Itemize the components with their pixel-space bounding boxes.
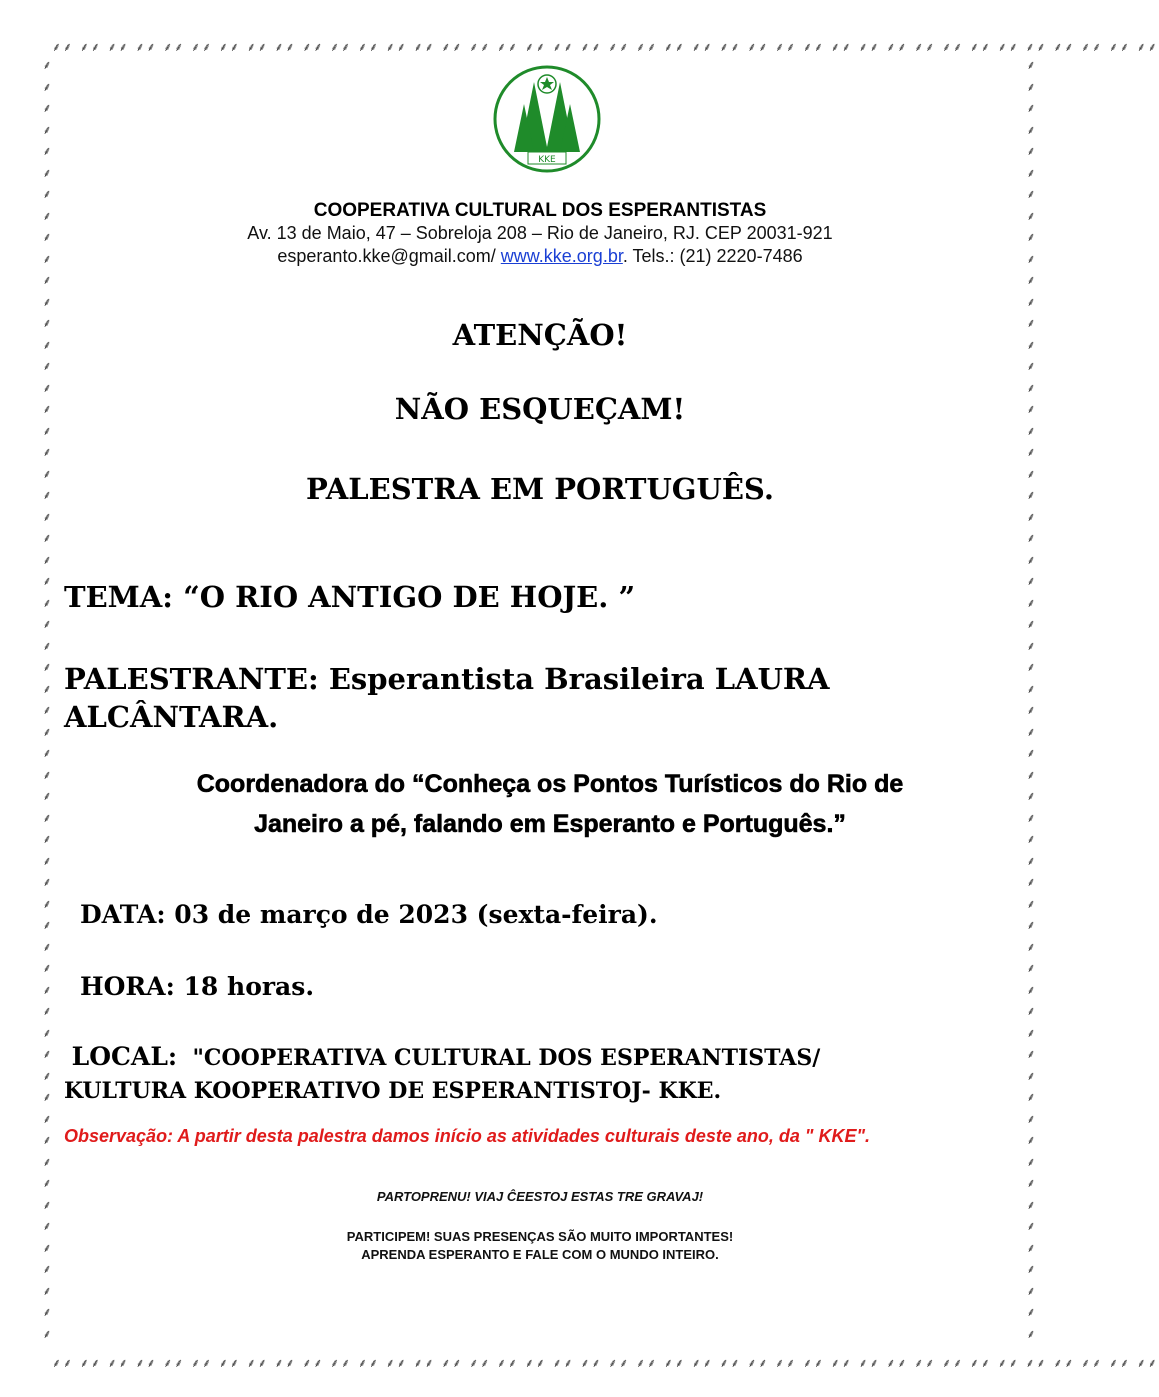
palestrante-label: PALESTRANTE: [64,662,319,696]
local-line1: "COOPERATIVA CULTURAL DOS ESPERANTISTAS/ [192,1045,821,1071]
org-name: COOPERATIVA CULTURAL DOS ESPERANTISTAS [313,200,767,221]
border-ornament: ⸙ [42,509,52,524]
border-ornament: ⸙ [42,961,52,975]
border-ornament: ⸙ [42,466,52,481]
border-ornament: ⸙ [42,337,52,352]
border-ornament: ⸙ [42,316,52,330]
border-ornament: ⸙ [42,1047,52,1061]
border-ornament: ⸙ [1026,746,1036,760]
border-ornament: ⸙ [1026,208,1036,223]
border-ornament: ⸙ [1026,875,1036,889]
border-ornament: ⸙ [42,1197,52,1212]
hora-value: 18 horas. [183,972,315,1001]
coordenadora-line1: Coordenadora do “Conheça os Pontos Turísticos do Rio de [196,770,904,798]
border-ornament: ⸙ [42,1025,52,1040]
partoprenu-text: PARTOPRENU! VIAJ ĈEESTOJ ESTAS TRE GRAVAJ! [376,1189,704,1204]
border-ornament: ⸙ [1026,380,1036,395]
border-ornament: ⸙ [1026,1111,1036,1126]
border-ornament: ⸙ [42,531,52,545]
border-ornament: ⸙ [42,101,52,115]
border-ornament: ⸙ [1026,595,1036,610]
border-ornament: ⸙ [1026,832,1036,846]
border-ornament: ⸙ [1026,1004,1036,1018]
border-ornament: ⸙ [42,1305,52,1319]
lecture-heading: PALESTRA EM PORTUGUÊS. [306,472,774,506]
border-ornament: ⸙ [1026,230,1036,244]
border-ornament: ⸙ [1026,982,1036,997]
org-contact [0,245,1080,268]
border-ornament: ⸙ [42,1111,52,1126]
border-ornament: ⸙ [42,208,52,223]
border-ornament: ⸙ [42,122,52,137]
participem-text: PARTICIPEM! SUAS PRESENÇAS SÃO MUITO IMPORTANTES! [346,1229,734,1244]
border-ornament: ⸙ [1026,294,1036,309]
border-ornament: ⸙ [42,423,52,438]
border-ornament: ⸙ [1026,1283,1036,1298]
border-ornament: ⸙ [42,58,52,72]
data-value: 03 de março de 2023 (sexta-feira). [174,900,658,929]
border-bottom: ⸙⸙ ⸙⸙ ⸙⸙ ⸙⸙ ⸙⸙ ⸙⸙ ⸙⸙ ⸙⸙ ⸙⸙ ⸙⸙ ⸙⸙ ⸙⸙ ⸙⸙ ⸙⸙ ⸙⸙ ⸙⸙ ⸙⸙ ⸙⸙ ⸙⸙ ⸙⸙ ⸙⸙ ⸙⸙ ⸙⸙ ⸙⸙ ⸙⸙ ⸙⸙ ⸙⸙ ⸙⸙ ⸙⸙ ⸙⸙ ⸙⸙ ⸙⸙ ⸙⸙ ⸙⸙ ⸙⸙ ⸙⸙ ⸙⸙ ⸙⸙ ⸙⸙ ⸙⸙ [52,1356,1159,1370]
border-ornament: ⸙ [42,1262,52,1276]
org-header [0,200,1080,268]
border-ornament: ⸙ [42,230,52,244]
border-ornament: ⸙ [42,896,52,911]
border-ornament: ⸙ [1026,402,1036,416]
border-ornament: ⸙ [42,144,52,158]
border-ornament: ⸙ [1026,810,1036,825]
data-line [80,900,658,929]
border-ornament: ⸙ [42,1154,52,1169]
border-ornament: ⸙ [1026,1154,1036,1169]
border-ornament: ⸙ [42,789,52,803]
border-ornament: ⸙ [1026,1305,1036,1319]
border-ornament: ⸙ [42,724,52,739]
border-ornament: ⸙ [42,380,52,395]
tema-value: “O RIO ANTIGO DE HOJE. ” [183,580,636,614]
border-ornament: ⸙ [42,187,52,201]
border-ornament: ⸙ [1026,165,1036,180]
tema-line [64,580,635,614]
data-label: DATA: [80,900,166,929]
border-ornament: ⸙ [1026,1133,1036,1147]
border-ornament: ⸙ [42,767,52,782]
border-ornament: ⸙ [42,552,52,567]
border-ornament: ⸙ [1026,1262,1036,1276]
border-ornament: ⸙ [42,294,52,309]
kke-logo [492,64,602,174]
tema-label: TEMA: [64,580,173,614]
border-ornament: ⸙ [1026,1176,1036,1190]
border-ornament: ⸙ [1026,58,1036,72]
border-ornament: ⸙ [1026,1068,1036,1083]
border-ornament: ⸙ [1026,509,1036,524]
border-ornament: ⸙ [1026,531,1036,545]
border-ornament: ⸙ [1026,681,1036,696]
border-ornament: ⸙ [42,1240,52,1255]
border-ornament: ⸙ [1026,488,1036,502]
border-ornament: ⸙ [1026,574,1036,588]
border-ornament: ⸙ [1026,961,1036,975]
border-ornament: ⸙ [1026,896,1036,911]
border-ornament: ⸙ [1026,703,1036,717]
border-ornament: ⸙ [42,638,52,653]
border-ornament: ⸙ [1026,853,1036,868]
border-ornament: ⸙ [1026,724,1036,739]
border-ornament: ⸙ [42,853,52,868]
border-ornament: ⸙ [1026,1240,1036,1255]
border-ornament: ⸙ [42,939,52,954]
border-ornament: ⸙ [42,1219,52,1233]
website-link[interactable]: www.kke.org.br [500,246,623,266]
local-label: LOCAL: [71,1042,178,1071]
border-ornament: ⸙ [42,832,52,846]
hora-label: HORA: [80,972,175,1001]
border-ornament: ⸙ [42,746,52,760]
border-ornament: ⸙ [1026,660,1036,674]
org-address: Av. 13 de Maio, 47 – Sobreloja 208 – Rio de Janeiro, RJ. CEP 20031-921 [247,223,833,243]
border-ornament: ⸙ [1026,251,1036,266]
border-ornament: ⸙ [1026,789,1036,803]
border-ornament: ⸙ [42,165,52,180]
attention-heading: ATENÇÃO! [452,318,628,352]
coordenadora-line2: Janeiro a pé, falando em Esperanto e Português.” [254,810,846,838]
border-ornament: ⸙ [1026,617,1036,631]
border-ornament: ⸙ [42,1068,52,1083]
border-ornament: ⸙ [1026,316,1036,330]
border-ornament: ⸙ [42,875,52,889]
coordenadora-block [60,764,1040,844]
border-ornament: ⸙ [42,1176,52,1190]
border-ornament: ⸙ [1026,767,1036,782]
border-ornament: ⸙ [1026,79,1036,94]
border-ornament: ⸙ [42,918,52,932]
border-ornament: ⸙ [1026,1326,1036,1341]
aprenda-text: APRENDA ESPERANTO E FALE COM O MUNDO INTEIRO. [361,1247,719,1262]
org-email: esperanto.kke@gmail.com/ [277,246,496,266]
border-ornament: ⸙ [42,1090,52,1104]
border-ornament: ⸙ [1026,337,1036,352]
border-ornament: ⸙ [1026,1047,1036,1061]
border-ornament: ⸙ [1026,122,1036,137]
border-ornament: ⸙ [42,660,52,674]
participem-block [0,1228,1080,1264]
border-ornament: ⸙ [42,273,52,287]
border-ornament: ⸙ [1026,144,1036,158]
border-ornament: ⸙ [1026,187,1036,201]
border-ornament: ⸙ [42,982,52,997]
border-ornament: ⸙ [1026,552,1036,567]
dont-forget-heading: NÃO ESQUEÇAM! [394,392,686,426]
border-ornament: ⸙ [42,402,52,416]
border-ornament: ⸙ [1026,638,1036,653]
border-ornament: ⸙ [42,617,52,631]
border-ornament: ⸙ [42,1326,52,1341]
border-ornament: ⸙ [1026,918,1036,932]
border-ornament: ⸙ [42,445,52,459]
border-ornament: ⸙ [1026,1025,1036,1040]
logo-text: KKE [538,155,556,165]
border-ornament: ⸙ [1026,359,1036,373]
border-ornament: ⸙ [42,574,52,588]
local-line2: KULTURA KOOPERATIVO DE ESPERANTISTOJ- KKE. [64,1078,722,1104]
border-ornament: ⸙ [42,359,52,373]
border-ornament: ⸙ [42,810,52,825]
border-ornament: ⸙ [1026,466,1036,481]
local-block [64,1040,1004,1108]
border-ornament: ⸙ [1026,101,1036,115]
border-ornament: ⸙ [42,79,52,94]
border-ornament: ⸙ [1026,1197,1036,1212]
border-ornament: ⸙ [1026,423,1036,438]
palestrante-line [64,660,964,736]
org-tels: . Tels.: (21) 2220-7486 [622,246,803,266]
border-ornament: ⸙ [1026,445,1036,459]
border-ornament: ⸙ [42,1283,52,1298]
hora-line [80,972,314,1001]
border-ornament: ⸙ [42,703,52,717]
observacao-note: Observação: A partir desta palestra damos início as atividades culturais deste ano, da " KKE". [64,1126,871,1146]
border-ornament: ⸙ [1026,939,1036,954]
border-ornament: ⸙ [42,251,52,266]
border-ornament: ⸙ [1026,1090,1036,1104]
border-ornament: ⸙ [42,488,52,502]
border-ornament: ⸙ [42,595,52,610]
palestrante-value: Esperantista Brasileira LAURA ALCÂNTARA. [64,662,830,734]
border-ornament: ⸙ [42,1133,52,1147]
border-ornament: ⸙ [1026,273,1036,287]
border-ornament: ⸙ [42,681,52,696]
border-top: ⸙⸙ ⸙⸙ ⸙⸙ ⸙⸙ ⸙⸙ ⸙⸙ ⸙⸙ ⸙⸙ ⸙⸙ ⸙⸙ ⸙⸙ ⸙⸙ ⸙⸙ ⸙⸙ ⸙⸙ ⸙⸙ ⸙⸙ ⸙⸙ ⸙⸙ ⸙⸙ ⸙⸙ ⸙⸙ ⸙⸙ ⸙⸙ ⸙⸙ ⸙⸙ ⸙⸙ ⸙⸙ ⸙⸙ ⸙⸙ ⸙⸙ ⸙⸙ ⸙⸙ ⸙⸙ ⸙⸙ ⸙⸙ ⸙⸙ ⸙⸙ ⸙⸙ ⸙⸙ [52,40,1159,54]
border-ornament: ⸙ [1026,1219,1036,1233]
border-ornament: ⸙ [42,1004,52,1018]
